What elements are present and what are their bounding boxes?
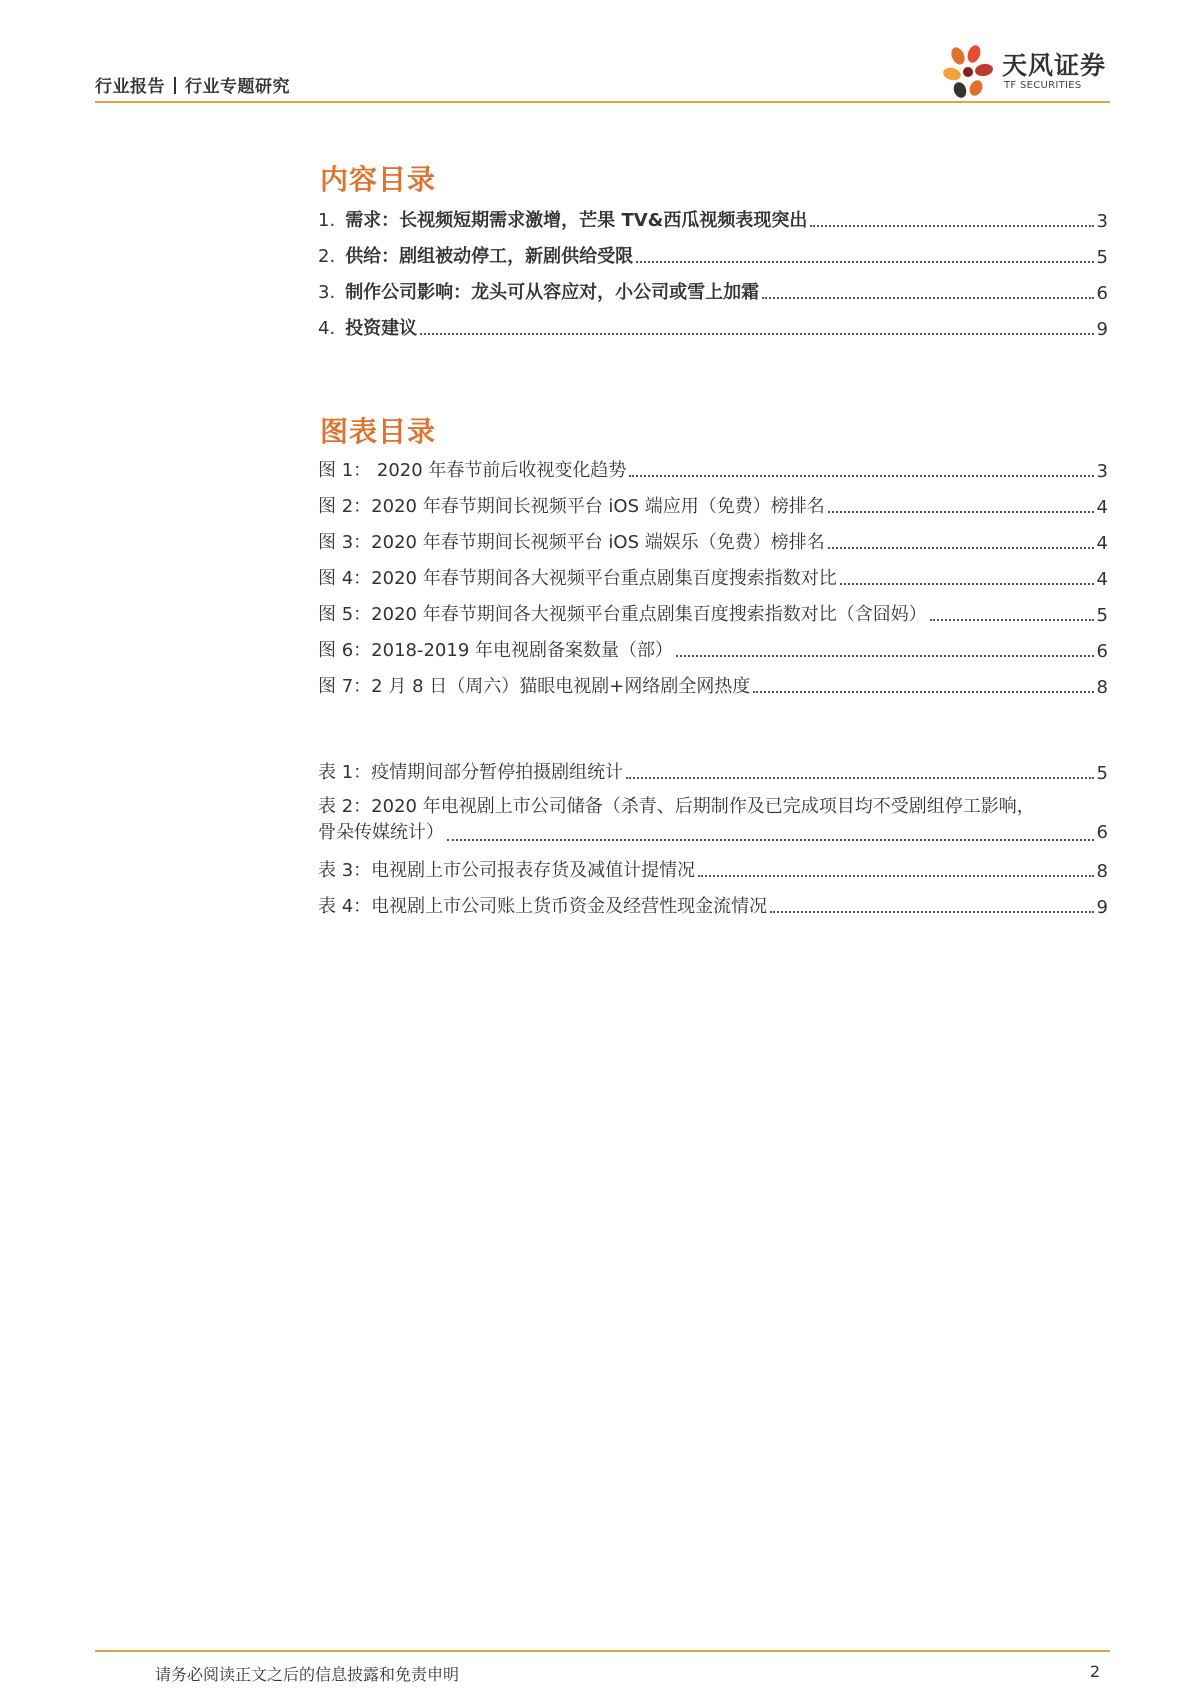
tf-securities-logo xyxy=(940,40,1110,106)
entry-label: 需求：长视频短期需求激增，芒果 TV&西瓜视频表现突出 xyxy=(345,210,808,231)
dot-leader xyxy=(762,297,1093,299)
entry-page-number: 8 xyxy=(1096,861,1108,882)
dot-leader xyxy=(840,583,1094,585)
entry-label: 表 3：电视剧上市公司报表存货及减值计提情况 xyxy=(318,860,696,881)
entry-number: 4. xyxy=(318,318,336,339)
entry-label: 图 6：2018-2019 年电视剧备案数量（部） xyxy=(318,640,674,661)
dot-leader xyxy=(629,475,1093,477)
table-entry[interactable] xyxy=(318,748,1108,784)
header-divider xyxy=(95,101,1110,103)
entry-label: 图 5：2020 年春节期间各大视频平台重点剧集百度搜索指数对比（含囧妈） xyxy=(318,604,927,625)
dot-leader xyxy=(930,619,1094,621)
entry-page-number: 5 xyxy=(1096,763,1108,784)
entry-number: 2. xyxy=(318,246,336,267)
contents-entry[interactable] xyxy=(318,196,1108,232)
figure-entry[interactable] xyxy=(318,554,1108,590)
entry-page-number: 3 xyxy=(1096,211,1108,232)
figure-entry[interactable] xyxy=(318,482,1108,518)
dot-leader xyxy=(753,691,1093,693)
entry-number: 1. xyxy=(318,210,336,231)
table-entry[interactable] xyxy=(318,794,1108,846)
entry-label: 图 4：2020 年春节期间各大视频平台重点剧集百度搜索指数对比 xyxy=(318,568,837,589)
entry-label: 图 7：2 月 8 日（周六）猫眼电视剧+网络剧全网热度 xyxy=(318,676,751,697)
entry-page-number: 6 xyxy=(1096,641,1108,662)
table-entry[interactable] xyxy=(318,846,1108,882)
entry-page-number: 4 xyxy=(1096,533,1108,554)
contents-entry[interactable] xyxy=(318,304,1108,340)
table-entry[interactable] xyxy=(318,882,1108,918)
dot-leader xyxy=(636,261,1093,263)
entry-label-line1: 表 2：2020 年电视剧上市公司储备（杀青、后期制作及已完成项目均不受剧组停工影响， xyxy=(318,796,1035,817)
dot-leader xyxy=(828,547,1094,549)
entry-page-number: 5 xyxy=(1096,247,1108,268)
page-number: 2 xyxy=(1089,1662,1100,1681)
entry-page-number: 6 xyxy=(1096,822,1108,843)
entry-label: 图 3：2020 年春节期间长视频平台 iOS 端娱乐（免费）榜排名 xyxy=(318,532,825,553)
entry-label: 表 4：电视剧上市公司账上货币资金及经营性现金流情况 xyxy=(318,896,768,917)
entry-page-number: 9 xyxy=(1096,319,1108,340)
dot-leader xyxy=(447,839,1094,841)
entry-page-number: 4 xyxy=(1096,569,1108,590)
entry-label: 投资建议 xyxy=(345,318,418,339)
entry-label-line2: 骨朵传媒统计） xyxy=(318,822,444,843)
entry-page-number: 6 xyxy=(1096,283,1108,304)
entry-page-number: 8 xyxy=(1096,677,1108,698)
dot-leader xyxy=(420,333,1093,335)
entry-label: 表 1：疫情期间部分暂停拍摄剧组统计 xyxy=(318,762,624,783)
footer-divider xyxy=(95,1650,1110,1652)
logo-chinese-name: 天风证券 xyxy=(1002,51,1107,80)
contents-list xyxy=(318,196,1108,340)
contents-title: 内容目录 xyxy=(320,163,437,196)
disclaimer-notice: 请务必阅读正文之后的信息披露和免责申明 xyxy=(155,1665,460,1684)
entry-label: 图 1： 2020 年春节前后收视变化趋势 xyxy=(318,460,627,481)
figure-entry[interactable] xyxy=(318,590,1108,626)
dot-leader xyxy=(698,875,1093,877)
dot-leader xyxy=(626,777,1093,779)
figures-list xyxy=(318,446,1108,698)
entry-label: 图 2：2020 年春节期间长视频平台 iOS 端应用（免费）榜排名 xyxy=(318,496,825,517)
breadcrumb-report-type: 行业报告 xyxy=(95,77,165,97)
breadcrumb-separator xyxy=(174,77,176,94)
dot-leader xyxy=(676,655,1094,657)
page-header xyxy=(95,51,1110,104)
entry-page-number: 9 xyxy=(1096,897,1108,918)
contents-entry[interactable] xyxy=(318,268,1108,304)
breadcrumb-report-category: 行业专题研究 xyxy=(185,77,290,97)
entry-page-number: 5 xyxy=(1096,605,1108,626)
dot-leader xyxy=(828,511,1094,513)
dot-leader xyxy=(810,225,1093,227)
entry-label: 制作公司影响：龙头可从容应对，小公司或雪上加霜 xyxy=(345,282,760,303)
figures-title: 图表目录 xyxy=(320,415,437,448)
flower-logo-icon xyxy=(940,40,1000,106)
figure-entry[interactable] xyxy=(318,518,1108,554)
entry-label: 供给：剧组被动停工，新剧供给受限 xyxy=(345,246,634,267)
contents-entry[interactable] xyxy=(318,232,1108,268)
figure-entry[interactable] xyxy=(318,446,1108,482)
entry-page-number: 3 xyxy=(1096,461,1108,482)
entry-number: 3. xyxy=(318,282,336,303)
tables-list xyxy=(318,748,1108,918)
figure-entry[interactable] xyxy=(318,662,1108,698)
logo-english-name: TF SECURITIES xyxy=(1004,80,1082,91)
breadcrumb xyxy=(95,72,290,97)
figure-entry[interactable] xyxy=(318,626,1108,662)
entry-page-number: 4 xyxy=(1096,497,1108,518)
dot-leader xyxy=(770,911,1093,913)
